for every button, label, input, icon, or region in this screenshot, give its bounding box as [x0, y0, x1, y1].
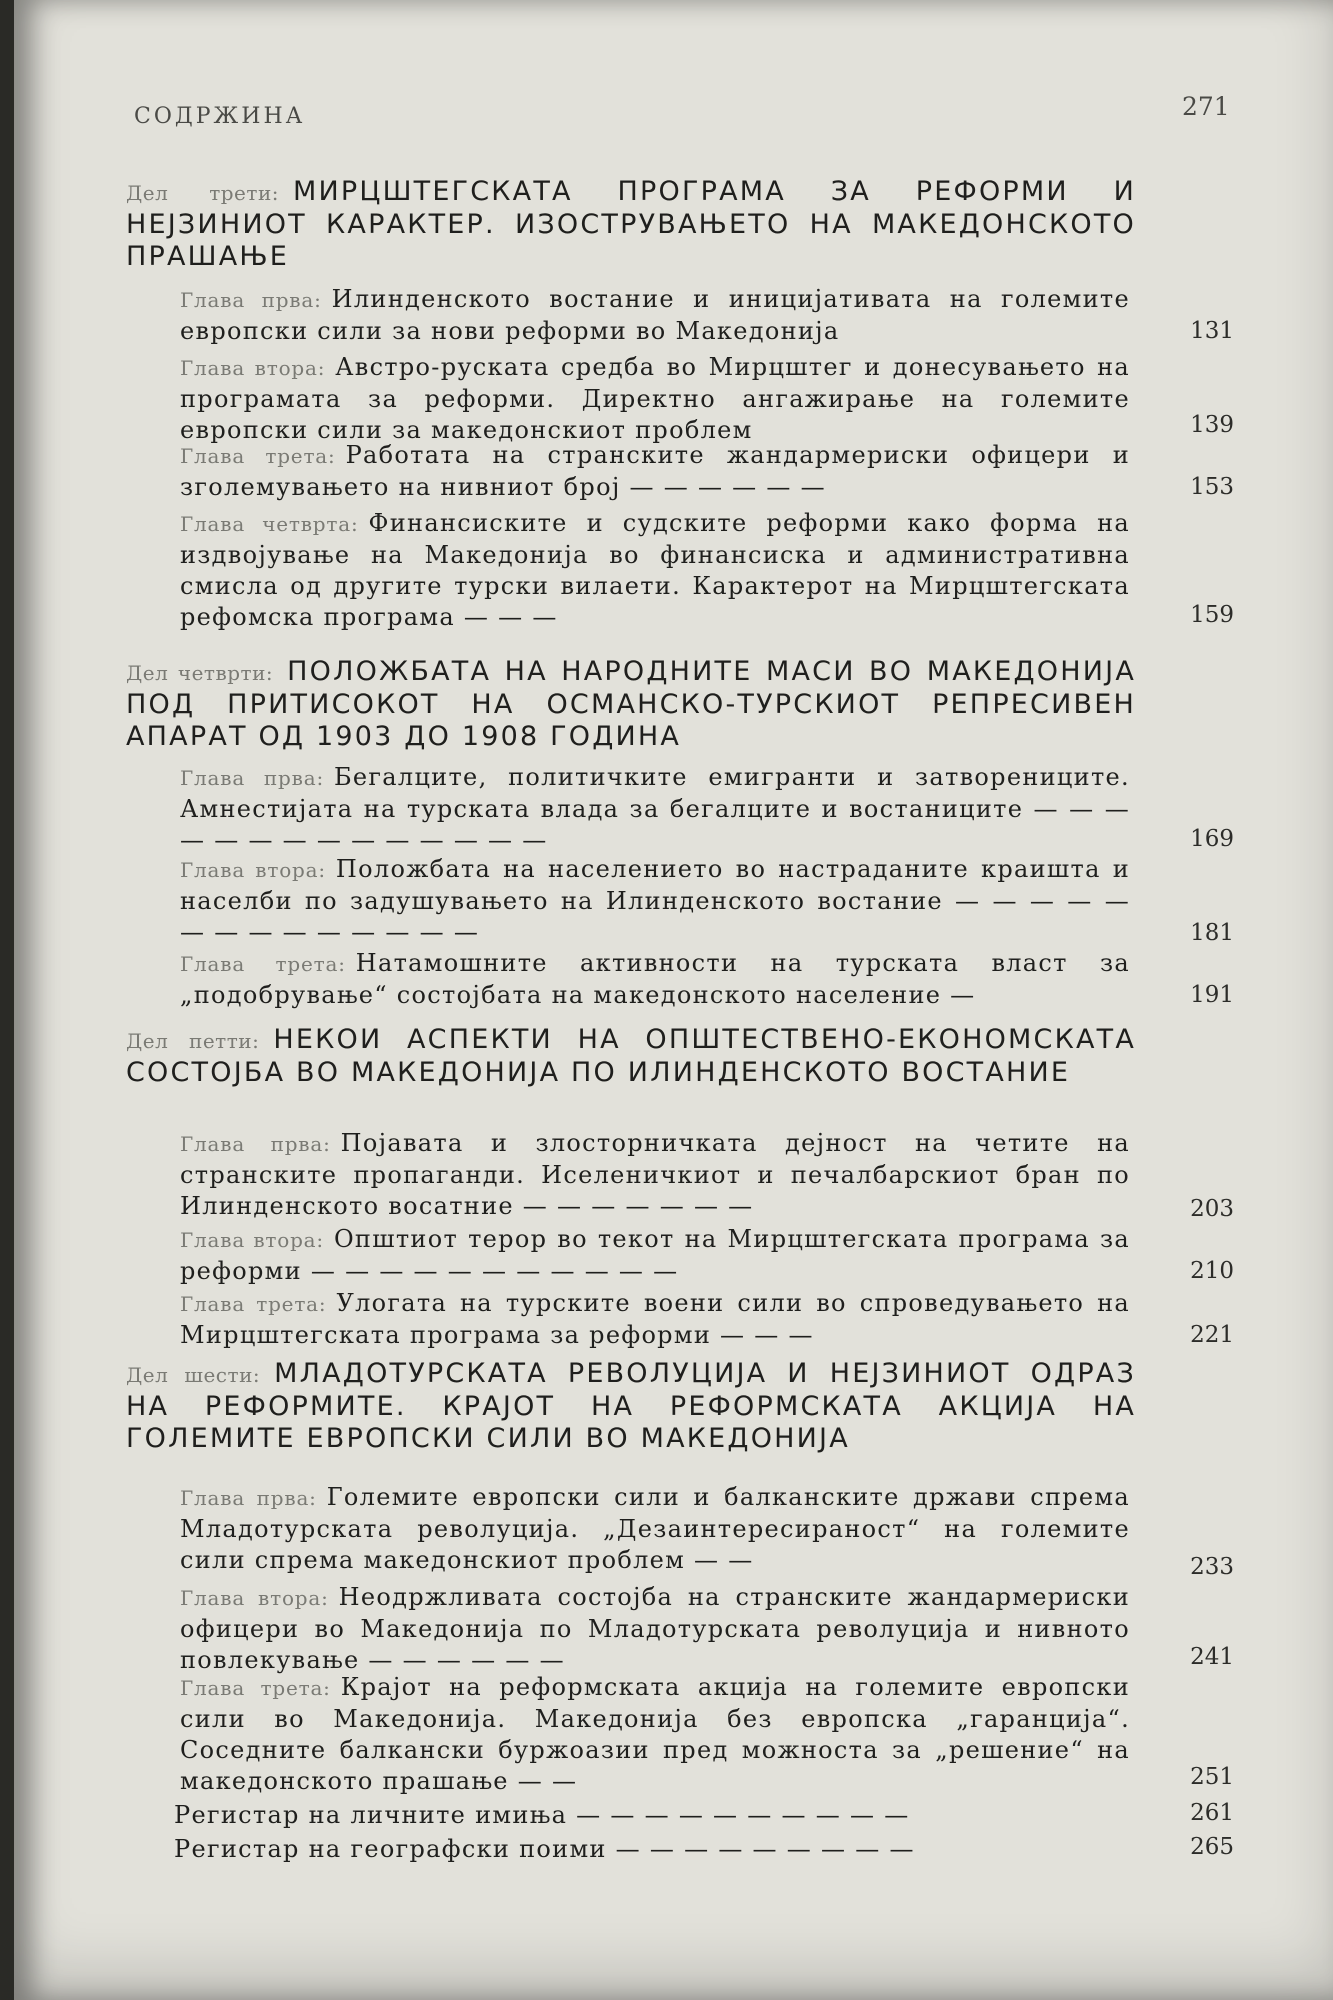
toc-entry[interactable]	[180, 854, 1130, 948]
toc-page-number: 159	[1190, 602, 1234, 628]
part-label: Дел петти:	[126, 1029, 260, 1053]
chapter-label: Глава прва:	[180, 288, 322, 312]
chapter-label: Глава втора:	[180, 858, 326, 882]
chapter-title: Положбата на населението во настраданите краишта и населби по задушувањето на Илинденското востание — — — — — — — — — — — — — —	[180, 855, 1131, 946]
chapter-label: Глава трета:	[180, 1676, 331, 1700]
toc-entry[interactable]	[180, 1482, 1130, 1576]
chapter-label: Глава трета:	[180, 444, 336, 468]
part-label: Дел четврти:	[126, 661, 274, 685]
chapter-title: Австро-руската средба во Мирцштег и донесувањето на програмата за реформи. Директно ангажирање на големите европски сили за македонскиот проблем	[180, 353, 1130, 444]
chapter-title: Бегалците, политичките емигранти и затворениците. Амнестијата на турската влада за бегалците и востаниците — — — — — — — — — — — — — —	[180, 763, 1130, 854]
toc-page-number: 221	[1190, 1322, 1234, 1348]
toc-entry[interactable]	[180, 508, 1130, 633]
chapter-label: Глава трета:	[180, 952, 346, 976]
chapter-title: Натамошните активности на турската власт за „подобрување“ состојбата на македонското население —	[180, 949, 1130, 1009]
part-title: МИРЦШТЕГСКАТА ПРОГРАМА ЗА РЕФОРМИ И НЕЈЗИНИОТ КАРАКТЕР. ИЗОСТРУВАЊЕТО НА МАКЕДОНСКОТО ПРАШАЊЕ	[126, 176, 1136, 272]
chapter-label: Глава втора:	[180, 1586, 329, 1610]
toc-page-number: 210	[1190, 1258, 1234, 1284]
toc-entry[interactable]	[180, 1224, 1130, 1287]
chapter-label: Глава четврта:	[180, 512, 359, 536]
toc-page-number: 153	[1190, 474, 1234, 500]
chapter-title: Улогата на турските воени сили во спроведувањето на Мирцштегската програма за реформи — — —	[180, 1289, 1130, 1349]
toc-entry[interactable]	[180, 948, 1130, 1011]
toc-page-number: 191	[1190, 982, 1234, 1008]
toc-page-number: 265	[1190, 1834, 1234, 1860]
chapter-title: Големите европски сили и балканските држави спрема Младотурската револуција. „Дезаинтересираност“ на големите сили спрема македонскиот проблем — —	[180, 1483, 1130, 1574]
toc-page-number: 233	[1190, 1554, 1234, 1580]
toc-entry[interactable]	[180, 352, 1130, 446]
part-heading	[126, 176, 1136, 273]
toc-entry[interactable]	[180, 1582, 1130, 1676]
part-title: ПОЛОЖБАТА НА НАРОДНИТЕ МАСИ ВО МАКЕДОНИЈА ПОД ПРИТИСОКОТ НА ОСМАНСКО-ТУРСКИОТ РЕПРЕСИВЕН АПАРАТ ОД 1903 ДО 1908 ГОДИНА	[126, 656, 1136, 752]
toc-index-entry[interactable]: Регистар на географски поими — — — — — — — — —	[174, 1835, 915, 1863]
chapter-label: Глава втора:	[180, 356, 326, 380]
toc-page-number: 261	[1190, 1800, 1234, 1826]
part-title: МЛАДОТУРСКАТА РЕВОЛУЦИЈА И НЕЈЗИНИОТ ОДРАЗ НА РЕФОРМИТЕ. КРАЈОТ НА РЕФОРМСКАТА АКЦИЈА НА ГОЛЕМИТЕ ЕВРОПСКИ СИЛИ ВО МАКЕДОНИЈА	[126, 1358, 1136, 1454]
toc-entry[interactable]	[180, 440, 1130, 503]
toc-page-number: 139	[1190, 412, 1234, 438]
toc-entry[interactable]	[180, 1672, 1130, 1797]
chapter-label: Глава трета:	[180, 1292, 327, 1316]
chapter-title: Работата на странските жандармериски офицери и зголемувањето на нивниот број — — — — — —	[180, 441, 1130, 501]
part-heading	[126, 1024, 1136, 1089]
book-page	[14, 0, 1333, 2000]
toc-page-number: 241	[1190, 1644, 1234, 1670]
chapter-label: Глава втора:	[180, 1228, 324, 1252]
chapter-title: Илинденското востание и иницијативата на големите европски сили за нови реформи во Македонија	[180, 285, 1130, 345]
chapter-title: Крајот на реформската акција на големите европски сили во Македонија. Македонија без европска „гаранција“. Соседните балкански буржоазии пред можноста за „решение“ на македонското прашање — —	[180, 1673, 1130, 1795]
part-heading	[126, 656, 1136, 753]
toc-page-number: 251	[1190, 1764, 1234, 1790]
part-title: НЕКОИ АСПЕКТИ НА ОПШТЕСТВЕНО-ЕКОНОМСКАТА СОСТОЈБА ВО МАКЕДОНИЈА ПО ИЛИНДЕНСКОТО ВОСТАНИЕ	[126, 1024, 1136, 1088]
toc-page-number: 203	[1190, 1196, 1234, 1222]
part-label: Дел шести:	[126, 1363, 261, 1387]
chapter-label: Глава прва:	[180, 766, 324, 790]
part-heading	[126, 1358, 1136, 1455]
chapter-title: Финансиските и судските реформи како форма на издвојување на Македонија во финансиска и административна смисла од другите турски вилаети. Карактерот на Мирцштегската рефомска програма — — —	[180, 509, 1130, 631]
chapter-title: Неодржливата состојба на странските жандармериски офицери во Македонија по Младотурската револуција и нивното повлекување — — — — — —	[180, 1583, 1130, 1674]
toc-entry[interactable]	[180, 284, 1130, 347]
chapter-title: Општиот терор во текот на Мирцштегската програма за реформи — — — — — — — — — — —	[180, 1225, 1130, 1285]
page-number: 271	[1182, 92, 1230, 121]
toc-page-number: 181	[1190, 920, 1234, 946]
running-header: СОДРЖИНА	[134, 104, 306, 129]
toc-entry[interactable]	[180, 1288, 1130, 1351]
toc-entry[interactable]	[180, 762, 1130, 856]
toc-index-entry[interactable]: Регистар на личните имиња — — — — — — — — — —	[174, 1801, 910, 1829]
part-label: Дел трети:	[126, 181, 280, 205]
chapter-title: Појавата и злосторничката дејност на четите на странските пропаганди. Иселеничкиот и печалбарскиот бран по Илинденското восатние — — — — — — —	[180, 1129, 1130, 1220]
toc-page-number: 169	[1190, 826, 1234, 852]
toc-entry[interactable]	[180, 1128, 1130, 1222]
toc-page-number: 131	[1190, 318, 1234, 344]
chapter-label: Глава прва:	[180, 1132, 331, 1156]
chapter-label: Глава прва:	[180, 1486, 317, 1510]
